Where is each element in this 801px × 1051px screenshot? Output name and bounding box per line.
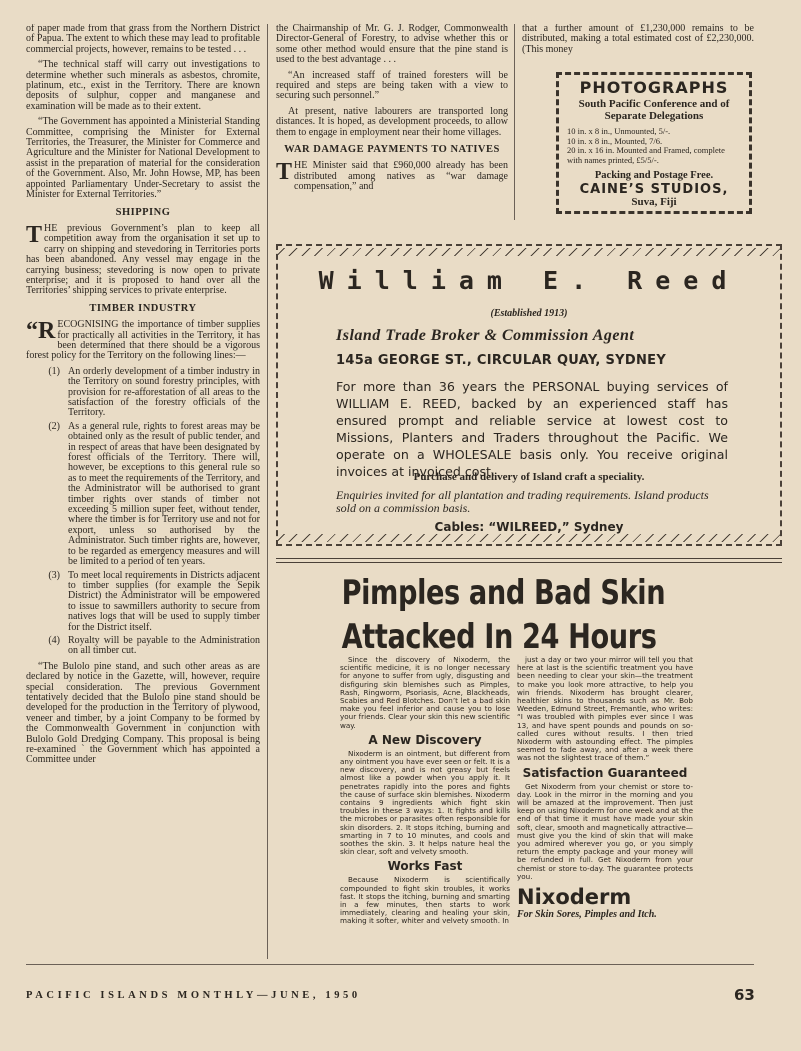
article-paragraph: “The technical staff will carry out investigations to determine whether such minerals as asbestos, chromite, platinum, etc., exist in the Territory. There are known deposits of sulphur, copper and manganese and examination will be made as to their extent.: [26, 59, 260, 112]
article-paragraph: THE Minister said that £960,000 already has been distributed among natives as “war damage compensation,” and: [276, 159, 508, 193]
article-paragraph: of paper made from that grass from the Northern District of Papua. The extent to which these may lead to profitable commercial projects, however, remains to be tested . . .: [26, 24, 260, 55]
ad-paragraph: Get Nixoderm from your chemist or store to-day. Look in the mirror in the morning and you will be amazed at the improvement. Then just keep on using Nixoderm for one week and at the end of that time it must have made your skin soft, clear, smooth and magnetically attractive—must give you the kind of skin that will make you admired wherever you go, or you simply return the empty package and your money will be refunded in full. Get Nixoderm from your chemist or store to-day. The guarantee protects you.: [517, 781, 693, 881]
ad-headline: Attacked In 24 Hours: [341, 617, 657, 657]
article-column-1: [26, 24, 260, 954]
brand-tagline: For Skin Sores, Pimples and Itch.: [517, 909, 657, 921]
section-heading-timber: TIMBER INDUSTRY: [89, 302, 197, 314]
ad-paragraph: Nixoderm is an ointment, but different from any ointment you have ever seen or felt. It is a new discovery, and is not greasy but feels almost like a powder when you apply it. It penetrates rapidly into the pores and fights the cause of surface skin blemishes. Nixoderm contains 9 ingredients which fight skin troubles in these 3 ways: 1. It fights and kills the microbes or parasites often responsible for skin disorders. 2. It stops itching, burning and smarting in 7 to 10 minutes, and cools and soothes the skin. 3. It helps nature heal the skin clear, soft and velvety smooth.: [340, 748, 510, 857]
packing-note: Packing and Postage Free.: [594, 170, 714, 181]
enquiries-line: Enquiries invited for all plantation and trading requirements. Island products sold on a commission basis.: [336, 488, 709, 515]
article-paragraph: “The Bulolo pine stand, and such other areas as are declared by notice in the Gazette, will, however, require special consideration. The previous Government tentatively decided that the Bulolo pine stand should be developed for the production in the Territory of plywood, veneer and timber, by a joint Company to be formed by the Commonwealth Government in conjunction with Bulolo Gold Dredging Company. This proposal is being re-examined ` the Government which has appointed a Committee under: [26, 660, 260, 766]
article-paragraph: that a further amount of £1,230,000 remains to be distributed, making a total estimated cost of £2,230,000. (This money: [522, 24, 754, 55]
footer-divider: [26, 964, 754, 965]
article-column-3: [522, 24, 754, 60]
column-divider: [514, 24, 515, 220]
list-item: (2) As a general rule, rights to forest areas may be obtained only as the result of public tender, and in respect of areas that have been designated by forest officials of the Territory. There will, however, be exceptions to this general rule so as to meet the requirements of the Territory, and the Administrator will be authorised to grant timber rights over stands of timber not exceeding 5 million super feet, without tender, where the timber is for Territory use and not for export, unless so authorised by the Administrator. Such timber rights are, however, to be regarded as emergency measures and will be limited to a period of ten years.: [48, 420, 260, 568]
article-paragraph: “An increased staff of trained foresters will be required and steps are being taken with a view to securing such personnel.”: [276, 69, 508, 102]
article-column-2: [276, 24, 508, 220]
section-heading-war-damage: WAR DAMAGE PAYMENTS TO NATIVES: [284, 144, 500, 156]
ad-paragraph: just a day or two your mirror will tell you that here at last is the scientific treatment you have been needing to clear your skin—the treatment to make you look more attractive, to help you win friends. Nixoderm has brought clearer, healthier skins to thousands such as Mr. Bob Weeden, Edmund Street, Fremantle, who writes: “I was troubled with pimples ever since I was 13, and have spent pounds and pounds on so-called cures without results. I then tried Nixoderm with astounding effect. The pimples seemed to fade away, and after a week there was not the slightest trace of them.”: [517, 656, 693, 763]
price-line: 10 in. x 8 in., Unmounted, 5/-.: [567, 126, 671, 136]
brand-name: Nixoderm: [517, 885, 632, 910]
established-year: (Established 1913): [490, 308, 568, 319]
drop-cap: “R: [26, 318, 56, 345]
article-paragraph: THE previous Government’s plan to keep all competition away from the organisation it set up to carry on shipping and stevedoring in Territories ports has been abandoned. Any vessel may engage in the carrying business; stevedoring is now open to private enterprise; and it is proposed to hand over all the Territories’ shipping services to private enterprise.: [26, 221, 260, 297]
address: 145a GEORGE ST., CIRCULAR QUAY, SYDNEY: [336, 353, 667, 368]
studio-name: CAINE’S STUDIOS,: [579, 182, 729, 197]
forest-policy-list: [26, 367, 260, 657]
article-paragraph: the Chairmanship of Mr. G. J. Rodger, Commonwealth Director-General of Forestry, to advise whether this or some other method would ensure that the pine stand is used to the best advantage . . .: [276, 24, 508, 66]
cable-address: Cables: “WILREED,” Sydney: [434, 520, 624, 534]
studio-location: Suva, Fiji: [631, 196, 677, 208]
nixoderm-column-left: [340, 656, 510, 954]
ad-subheading: Satisfaction Guaranteed: [522, 765, 688, 780]
advertiser-name: William E. Reed: [318, 266, 740, 295]
decorative-border: [278, 248, 780, 256]
article-paragraph: At present, native labourers are transported long distances. It is hoped, as development proceeds, to allow them to engage in employment near their home villages.: [276, 105, 508, 138]
ad-paragraph: Because Nixoderm is scientifically compounded to fight skin troubles, it works fast. It stops the itching, burning and smarting in a few minutes, then starts to work immediately, clearing and healing your skin, making it softer, whiter and velvety smooth. In: [340, 875, 510, 926]
column-divider: [267, 24, 268, 959]
nixoderm-column-right: [517, 656, 693, 954]
speciality-line: Purchase and delivery of Island craft a speciality.: [413, 471, 645, 483]
ad-subtitle: South Pacific Conference and of Separate Delegations: [578, 98, 730, 122]
drop-cap: T: [276, 159, 293, 186]
decorative-border: [278, 534, 780, 542]
ad-divider: [276, 558, 782, 563]
page-number: 63: [734, 986, 755, 1004]
ad-subheading: A New Discovery: [368, 732, 482, 747]
ad-title: PHOTOGRAPHS: [579, 78, 729, 97]
article-paragraph: “RECOGNISING the importance of timber supplies for practically all activities in the Territory, it has been determined that there should be a vigorous forest policy for the Territory on the following lines:—: [26, 318, 260, 362]
ad-subheading: Works Fast: [387, 859, 463, 874]
price-line: 20 in. x 16 in. Mounted and Framed, complete with names printed, £5/5/-.: [567, 145, 725, 165]
magazine-footer: PACIFIC ISLANDS MONTHLY—JUNE, 1950: [26, 990, 361, 1001]
list-item: (4) Royalty will be payable to the Administration on all timber cut.: [48, 634, 260, 657]
ad-body: For more than 36 years the PERSONAL buying services of WILLIAM E. REED, backed by an experienced staff has ensured prompt and reliable service at lowest cost to Missions, Planters and Traders throughout the Pacific. We operate on a WHOLESALE basis only. You receive original invoices at invoiced cost.: [336, 379, 728, 479]
list-item: (1) An orderly development of a timber industry in the Territory on sound forestry principles, with provision for re-afforestation of all areas to the satisfaction of the forestry officials of the Territory.: [48, 365, 260, 419]
trade-title: Island Trade Broker & Commission Agent: [336, 327, 635, 344]
drop-cap: T: [26, 221, 43, 248]
photographs-advertisement: [556, 72, 752, 214]
ad-headline: Pimples and Bad Skin: [341, 573, 666, 613]
ad-paragraph: Since the discovery of Nixoderm, the scientific medicine, it is no longer necessary for anyone to suffer from ugly, disgusting and disfiguring skin blemishes such as Pimples, Rash, Ringworm, Psoriasis, Acne, Blackheads, Scabies and Red Blotches. Don’t let a bad skin make you feel inferior and cause you to lose your friends. Clear your skin this new scientific way.: [340, 656, 510, 730]
list-item: (3) To meet local requirements in Districts adjacent to timber supplies (for example the Sepik District) the Administrator will be empowered to issue to sawmillers authority to secure from natives logs that will be used to supply timber for the District itself.: [48, 569, 260, 633]
price-line: 10 in. x 8 in., Mounted, 7/6.: [567, 135, 663, 146]
article-paragraph: “The Government has appointed a Ministerial Standing Committee, comprising the Minister for External Territories, the Treasurer, the Minister for Commerce and Agriculture and the Minister for National Development to assist in the preparation of material for the consideration of the Government. Also, Mr. John Howse, MP, has been appointed Parliamentary Under-Secretary to assist the Minister for External Territories.”: [26, 116, 260, 201]
reed-advertisement: [276, 244, 782, 546]
section-heading-shipping: SHIPPING: [115, 206, 171, 218]
